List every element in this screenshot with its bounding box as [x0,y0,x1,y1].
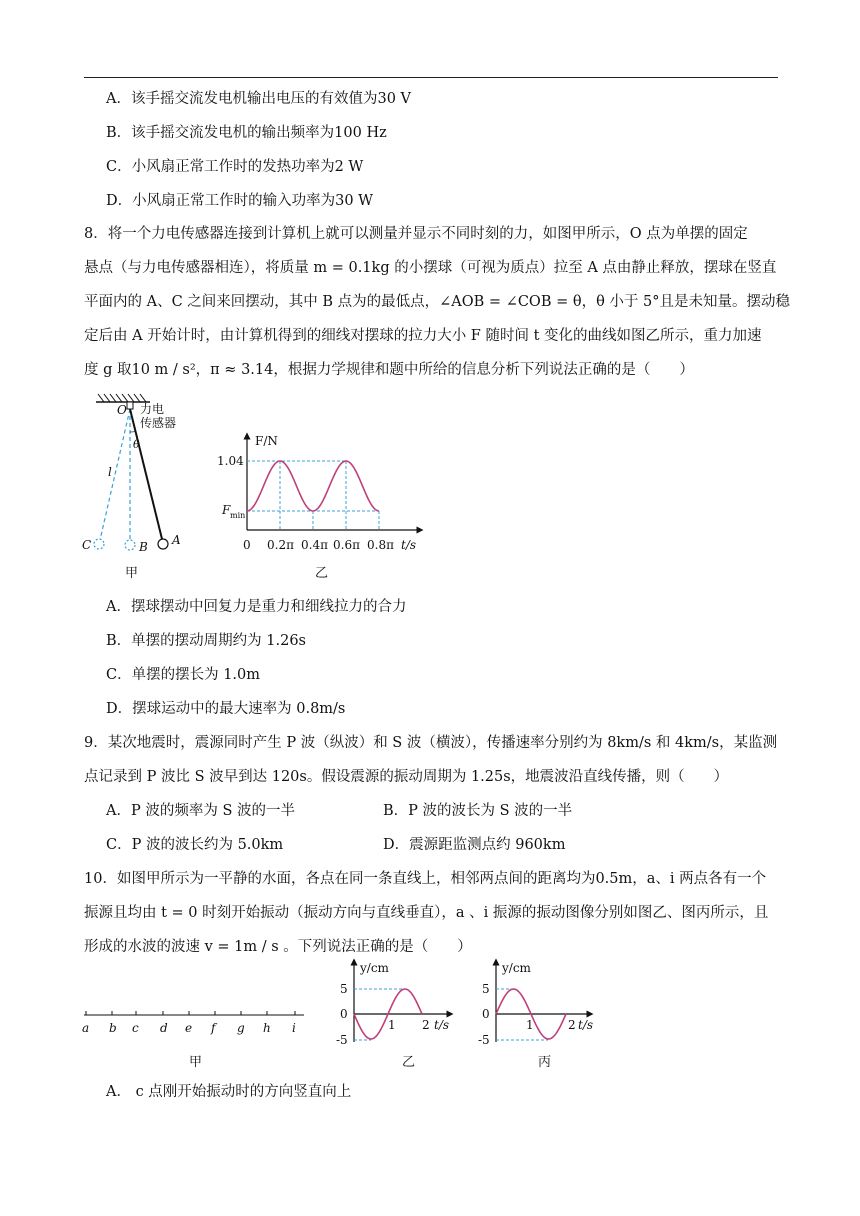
x-tick-4: 0.8π [367,538,394,552]
label-theta: θ [133,438,140,451]
point-label-c: c [132,1021,139,1035]
q9-option-a[interactable]: A．P 波的频率为 S 波的一半 [106,803,295,819]
q9-option-b[interactable]: B．P 波的波长为 S 波的一半 [383,803,573,819]
x-tick-2: 2 [422,1018,430,1032]
y-tick-0: 0 [340,1007,348,1021]
y-tick-neg5: -5 [478,1033,490,1047]
q8-stem-line-1: 8．将一个力电传感器连接到计算机上就可以测量并显示不同时刻的力，如图甲所示，O 点为单摆的固定 [84,226,748,242]
q8-option-a[interactable]: A．摆球摆动中回复力是重力和细线拉力的合力 [106,599,407,615]
x-tick-2: 0.4π [301,538,328,552]
label-o: O [117,403,127,417]
y-axis-label: F/N [255,434,278,448]
ball-c [94,539,104,549]
q8-pendulum-figure [78,390,198,585]
q9-stem-line-1: 9．某次地震时，震源同时产生 P 波（纵波）和 S 波（横波），传播速率分别约为 8km/s 和 4km/s，某监测 [84,735,778,751]
q8-stem-line-2: 悬点（与力电传感器相连），将质量 m = 0.1kg 的小摆球（可视为质点）拉至 A 点由静止释放，摆球在竖直 [84,260,777,276]
force-curve [247,461,379,511]
q10-points-line-figure [78,1005,310,1075]
label-c: C [82,538,92,552]
q9-stem-line-2: 点记录到 P 波比 S 波早到达 120s。假设震源的振动周期为 1.25s，地震波沿直线传播，则（ ） [84,769,729,785]
y-axis-label: y/cm [502,961,531,975]
label-b: B [139,540,148,554]
x-axis-label: t/s [578,1018,594,1032]
q9-option-d[interactable]: D．震源距监测点约 960km [383,837,566,853]
point-label-g: g [237,1021,245,1035]
q8-stem-line-5: 度 g 取10 m / s²，π ≈ 3.14，根据力学规律和题中所给的信息分析下列说法正确的是（ ） [84,362,694,378]
caption-yi: 乙 [315,566,329,581]
q8-option-d[interactable]: D．摆球运动中的最大速率为 0.8m/s [106,701,346,717]
point-label-f: f [211,1021,216,1035]
q10-vibration-graph-a [330,958,460,1073]
x-tick-1: 0.2π [267,538,294,552]
point-labels [82,1021,296,1035]
q7-option-b[interactable]: B．该手摇交流发电机的输出频率为100 Hz [106,125,387,141]
q8-stem-line-4: 定后由 A 开始计时，由计算机得到的细线对摆球的拉力大小 F 随时间 t 变化的曲线如图乙所示，重力加速 [84,328,762,344]
caption-bing-10: 丙 [538,1055,552,1070]
label-sensor-2: 传感器 [140,416,177,430]
x-tick-1: 1 [526,1018,534,1032]
q7-option-c[interactable]: C．小风扇正常工作时的发热功率为2 W [106,159,364,175]
q10-vibration-graph-i [466,958,596,1073]
ball-b [125,540,135,550]
q8-option-c[interactable]: C．单摆的摆长为 1.0m [106,667,261,683]
label-a: A [172,533,181,547]
q10-option-a[interactable]: A． c 点刚开始振动时的方向竖直向上 [106,1084,352,1100]
y-tick-0: 0 [482,1007,490,1021]
label-sensor-1: 力电 [140,402,165,416]
y-tick-5: 5 [482,982,490,996]
point-label-a: a [82,1021,90,1035]
q8-force-time-graph [215,430,430,585]
guide-lines [247,461,379,530]
label-l: l [108,465,112,479]
point-label-b: b [109,1021,117,1035]
y-axis-label: y/cm [360,961,389,975]
y-tick-max: 1.04 [217,454,244,468]
point-label-e: e [185,1021,193,1035]
q8-stem-line-3: 平面内的 A、C 之间来回摆动，其中 B 点为的最低点，∠AOB = ∠COB = θ，θ 小于 5°且是未知量。摆动稳 [84,294,790,310]
y-tick-min-sub: min [230,511,246,520]
q7-option-d[interactable]: D．小风扇正常工作时的输入功率为30 W [106,193,374,209]
y-tick-5: 5 [340,982,348,996]
ball-a [158,539,168,549]
x-tick-3: 0.6π [333,538,360,552]
caption-jia-10: 甲 [189,1055,203,1070]
point-label-i: i [292,1021,296,1035]
q10-stem-line-1: 10．如图甲所示为一平静的水面，各点在同一条直线上，相邻两点间的距离均为0.5m，a、i 两点各有一个 [84,871,767,887]
point-ticks [86,1011,295,1015]
y-tick-min: F [222,503,231,517]
caption-jia: 甲 [125,566,139,581]
string-to-c [100,409,130,540]
ceiling-hatch [98,394,146,402]
point-label-d: d [160,1021,168,1035]
q10-stem-line-3: 形成的水波的波速 v = 1m / s 。下列说法正确的是（ ） [84,939,472,955]
header-rule [84,77,778,78]
x-axis-label: t/s [401,538,417,552]
y-tick-neg5: -5 [336,1033,348,1047]
q8-option-b[interactable]: B．单摆的摆动周期约为 1.26s [106,633,306,649]
caption-yi-10: 乙 [402,1055,416,1070]
x-tick-0: 0 [243,538,251,552]
x-tick-1: 1 [388,1018,396,1032]
q9-option-c[interactable]: C．P 波的波长约为 5.0km [106,837,284,853]
x-axis-label: t/s [434,1018,450,1032]
q10-stem-line-2: 振源且均由 t = 0 时刻开始振动（振动方向与直线垂直），a 、i 振源的振动图像分别如图乙、图丙所示，且 [84,905,769,921]
q7-option-a[interactable]: A．该手摇交流发电机输出电压的有效值为30 V [106,91,412,107]
point-label-h: h [263,1021,271,1035]
x-tick-2: 2 [568,1018,576,1032]
sensor-box [127,402,133,409]
